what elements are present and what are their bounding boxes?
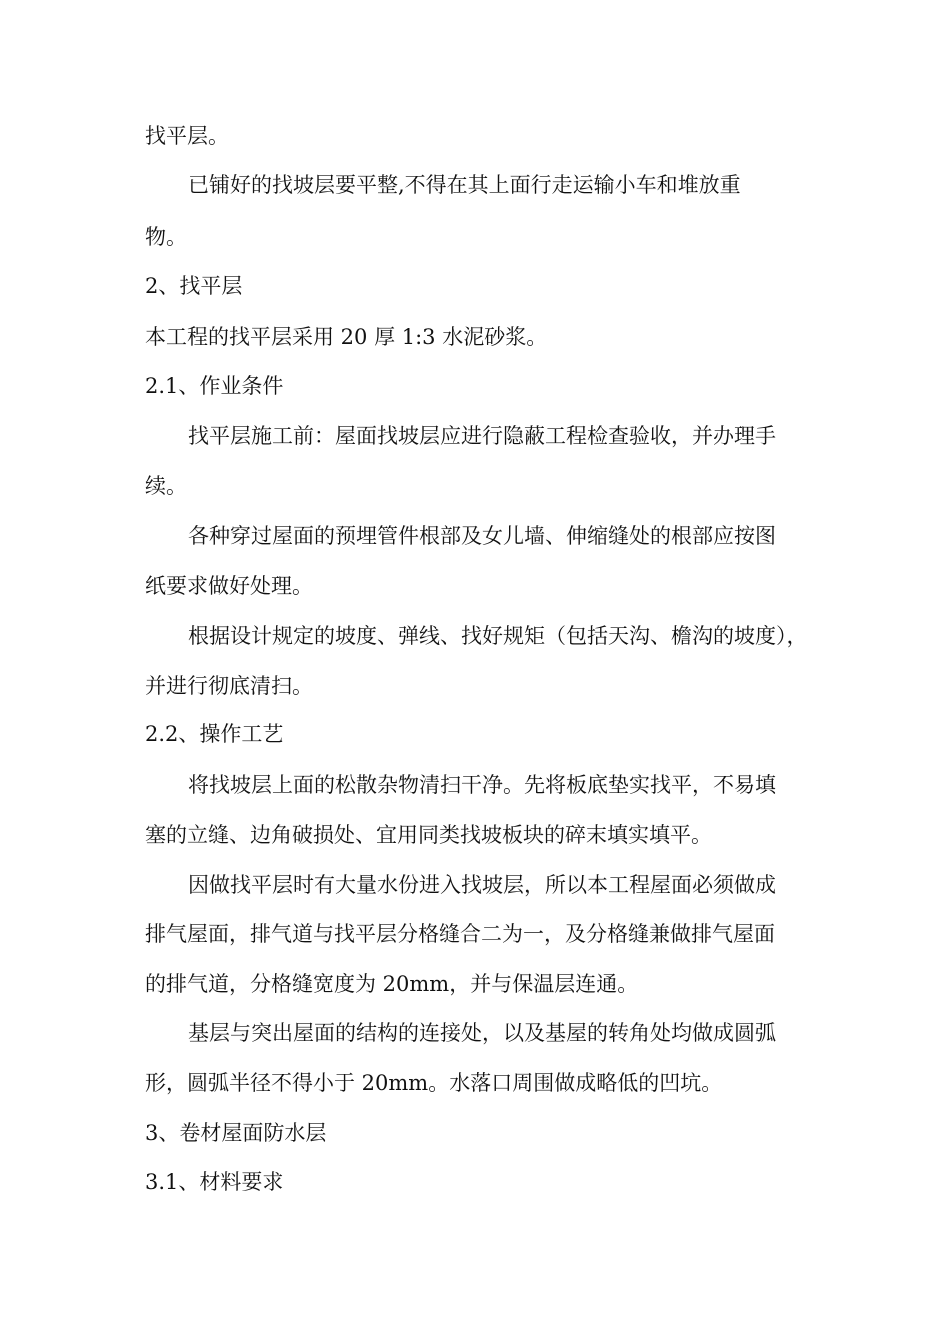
paragraph-line-4: 根据设计规定的坡度、弹线、找好规矩（包括天沟、檐沟的坡度）， (188, 624, 808, 648)
paragraph-line-2: 找平层施工前：屋面找坡层应进行隐蔽工程检查验收，并办理手 (188, 424, 776, 448)
subsection-heading-2-1: 2.1、作业条件 (145, 374, 284, 398)
paragraph-line-7: 基层与突出屋面的结构的连接处，以及基屋的转角处均做成圆弧 (188, 1021, 776, 1045)
text-line-9: 的排气道，分格缝宽度为 20mm，并与保温层连通。 (145, 972, 639, 996)
text-line-8: 排气屋面，排气道与找平层分格缝合二为一，及分格缝兼做排气屋面 (145, 922, 775, 946)
text-line-5: 纸要求做好处理。 (145, 574, 313, 598)
paragraph-line-3: 各种穿过屋面的预埋管件根部及女儿墙、伸缩缝处的根部应按图 (188, 524, 776, 548)
text-line-7: 塞的立缝、边角破损处、宜用同类找坡板块的碎末填实填平。 (145, 823, 712, 847)
text-line-2: 物。 (145, 225, 187, 249)
text-line-3: 本工程的找平层采用 20 厚 1:3 水泥砂浆。 (145, 325, 548, 349)
text-line-6: 并进行彻底清扫。 (145, 674, 313, 698)
section-heading-2: 2、找平层 (145, 274, 243, 298)
text-line-10: 形，圆弧半径不得小于 20mm。水落口周围做成略低的凹坑。 (145, 1071, 723, 1095)
section-heading-3: 3、卷材屋面防水层 (145, 1121, 327, 1145)
paragraph-line-6: 因做找平层时有大量水份进入找坡层，所以本工程屋面必须做成 (188, 873, 776, 897)
paragraph-line-5: 将找坡层上面的松散杂物清扫干净。先将板底垫实找平，不易填 (188, 773, 776, 797)
subsection-heading-2-2: 2.2、操作工艺 (145, 722, 284, 746)
paragraph-line-1: 已铺好的找坡层要平整,不得在其上面行走运输小车和堆放重 (188, 173, 741, 197)
text-line-1: 找平层。 (145, 124, 229, 148)
subsection-heading-3-1: 3.1、材料要求 (145, 1170, 284, 1194)
text-line-4: 续。 (145, 474, 187, 498)
